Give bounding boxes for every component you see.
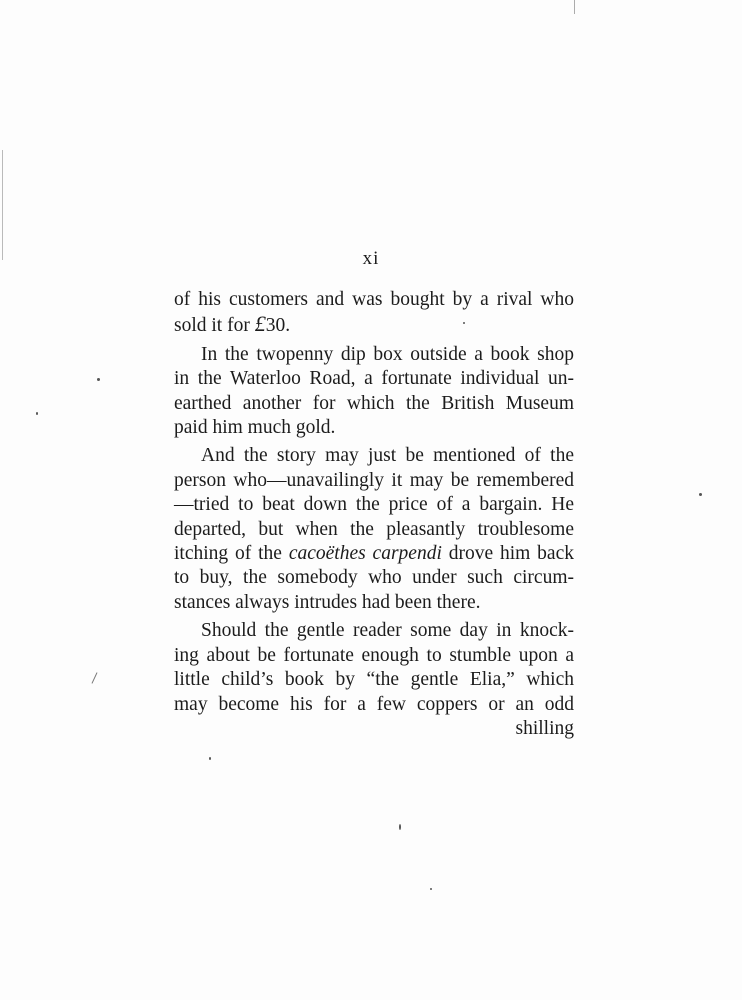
text-line: —tried to beat down the price of a bargain. He (174, 494, 574, 516)
text-line: to buy, the somebody who under such circum- (174, 567, 574, 589)
scan-speck (36, 412, 38, 415)
scan-speck (399, 824, 401, 830)
text-fragment: sold it for (174, 315, 255, 337)
scan-speck (463, 322, 465, 324)
text-line: And the story may just be mentioned of the (201, 445, 574, 467)
scan-speck (209, 757, 211, 760)
text-line: person who—unavailingly it may be remembered (174, 469, 574, 491)
scan-speck (699, 493, 702, 496)
page-number: xi (362, 248, 380, 269)
catchword: shilling (515, 717, 574, 739)
text-line: in the Waterloo Road, a fortunate individual un- (174, 368, 574, 390)
scan-speck (97, 378, 100, 381)
text-line: Should the gentle reader some day in knock- (201, 620, 574, 642)
paragraph-4 (174, 619, 574, 717)
page-edge-mark (2, 150, 3, 260)
pound-sign: £ (254, 311, 266, 337)
text-line (174, 312, 574, 338)
text-fragment: itching of the (174, 543, 289, 565)
scan-mark (92, 672, 98, 683)
text-line: little child’s book by “the gentle Elia,” which (174, 669, 574, 691)
text-line: may become his for a few coppers or an odd (174, 693, 574, 715)
text-fragment: 30. (265, 315, 291, 337)
text-line: departed, but when the pleasantly troublesome (174, 518, 574, 540)
latin-phrase: cacoëthes carpendi (288, 543, 442, 565)
text-line: earthed another for which the British Museum (174, 392, 574, 414)
body-text (174, 288, 574, 741)
text-line (174, 542, 574, 566)
text-line: ing about be fortunate enough to stumble upon a (174, 644, 574, 666)
scan-speck (430, 888, 432, 890)
text-line: of his customers and was bought by a rival who (174, 289, 574, 310)
text-line: paid him much gold. (174, 417, 336, 439)
paragraph-1 (174, 288, 574, 339)
page-edge-mark (574, 0, 575, 14)
text-line: stances always intrudes had been there. (174, 591, 481, 613)
paragraph-2 (174, 343, 574, 441)
text-line: In the twopenny dip box outside a book shop (201, 343, 574, 365)
paragraph-3 (174, 444, 574, 615)
text-fragment: drove him back (441, 543, 574, 565)
